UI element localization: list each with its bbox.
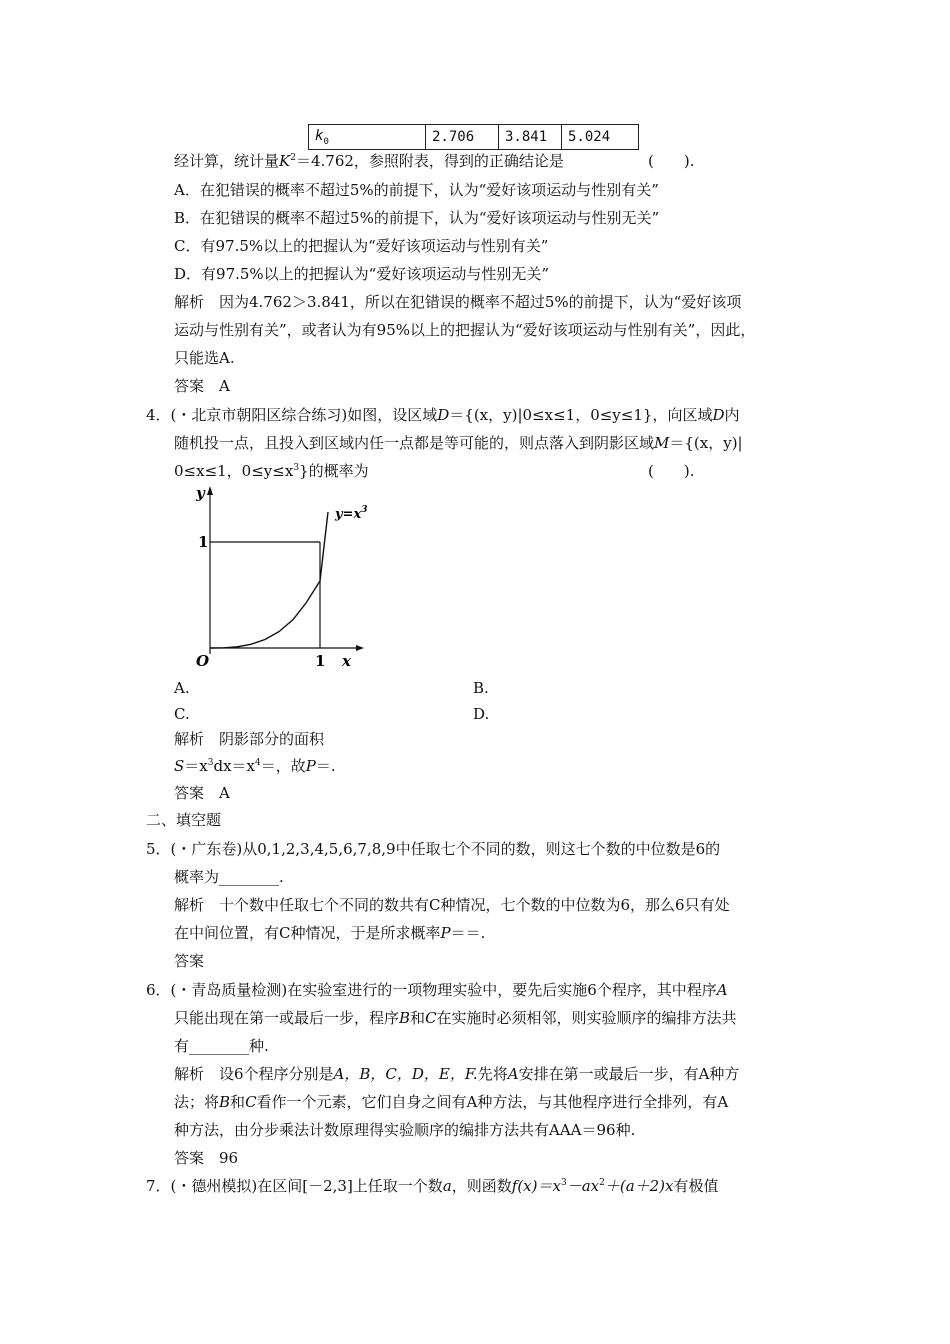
q6-analysis: 解析 设6个程序分别是A，B，C，D，E，F.先将A安排在第一或最后一步，有A种方	[174, 1065, 740, 1083]
q4-answer: 答案 A	[174, 784, 230, 802]
q6-analysis: 法；将B和C看作一个元素，它们自身之间有A种方法，与其他程序进行全排列，有A	[174, 1093, 729, 1111]
q6-stem: 只能出现在第一或最后一步，程序B和C在实施时必须相邻，则实验顺序的编排方法共	[174, 1009, 737, 1027]
critical-value-table	[308, 124, 639, 150]
table-cell: 3.841	[499, 125, 562, 150]
q5-answer: 答案	[174, 952, 205, 970]
q3-analysis: 运动与性别有关”，或者认为有95%以上的把握认为“爱好该项运动与性别有关”，因此，	[174, 321, 756, 339]
q3-analysis: 解析 因为4.762＞3.841，所以在犯错误的概率不超过5%的前提下，认为“爱好该项	[174, 293, 742, 311]
q3-option-d: D．有97.5%以上的把握认为“爱好该项运动与性别无关”	[174, 265, 550, 283]
cubic-region-figure	[168, 478, 368, 674]
q6-stem: 6．(・青岛质量检测)在实验室进行的一项物理实验中，要先后实施6个程序，其中程序A	[146, 981, 728, 999]
q4-stem: 0≤x≤1，$0\le y\le x^3$}的概率为	[174, 462, 369, 480]
q3-option-a: A．在犯错误的概率不超过5%的前提下，认为“爱好该项运动与性别有关”	[174, 181, 659, 199]
q4-analysis: 解析 阴影部分的面积	[174, 730, 325, 748]
q4-option-c: C.	[174, 705, 190, 723]
q4-option-b: B.	[473, 679, 489, 697]
q4-option-a: A.	[174, 679, 190, 697]
q3-stem: 经计算，统计量$K^2=4.762$，参照附表，得到的正确结论是	[174, 152, 564, 170]
y-axis-arrow	[207, 486, 213, 495]
q5-stem: 5．(・广东卷)从0,1,2,3,4,5,6,7,8,9中任取七个不同的数，则这七个数的中位数是6的	[146, 840, 721, 858]
y-axis-label: y	[196, 484, 205, 502]
answer-paren: ( ).	[648, 152, 695, 170]
q3-option-b: B．在犯错误的概率不超过5%的前提下，认为“爱好该项运动与性别无关”	[174, 209, 660, 227]
table-cell-k0: $k_0$	[309, 125, 426, 150]
table-cell: 2.706	[426, 125, 499, 150]
q7-stem: 7．(・德州模拟)在区间[－2,3]上任取一个数a，则函数$f(x)=x^3-ax^2+(a+2)x$有极值	[146, 1177, 719, 1195]
q5-stem: 概率为________.	[174, 868, 284, 886]
q5-analysis: 解析 十个数中任取七个不同的数共有C种情况，七个数的中位数为6，那么6只有处	[174, 896, 730, 914]
y-tick-1: 1	[198, 533, 209, 551]
q6-stem: 有________种.	[174, 1037, 269, 1055]
x-tick-1: 1	[315, 652, 326, 670]
q3-analysis: 只能选A.	[174, 349, 235, 367]
origin-label: O	[196, 652, 210, 670]
section-heading: 二、填空题	[146, 811, 222, 829]
q4-formula: $S=x^3dx=x^4=$，故P＝.	[174, 757, 336, 775]
cubic-curve	[210, 512, 328, 648]
q6-answer: 答案 96	[174, 1149, 239, 1167]
x-axis-label: x	[342, 652, 351, 670]
x-axis-arrow	[356, 645, 364, 651]
q3-option-c: C．有97.5%以上的把握认为“爱好该项运动与性别有关”	[174, 237, 549, 255]
q5-analysis: 在中间位置，有C种情况，于是所求概率P＝＝.	[174, 924, 486, 942]
q4-option-d: D.	[473, 705, 490, 723]
answer-paren: ( ).	[648, 462, 695, 480]
q6-analysis: 种方法，由分步乘法计数原理得实验顺序的编排方法共有AAA＝96种.	[174, 1121, 636, 1139]
curve-label: $y=x^3$	[335, 505, 368, 522]
table-cell: 5.024	[562, 125, 639, 150]
q3-answer: 答案 A	[174, 377, 230, 395]
shaded-region	[168, 498, 368, 658]
q4-stem: 4．(・北京市朝阳区综合练习)如图，设区域D＝{(x，y)|0≤x≤1，0≤y≤1}，向区域D内	[146, 406, 740, 424]
table-row	[309, 125, 639, 150]
q4-stem: 随机投一点，且投入到区域内任一点都是等可能的，则点落入到阴影区域M＝{(x，y)|	[174, 434, 743, 452]
